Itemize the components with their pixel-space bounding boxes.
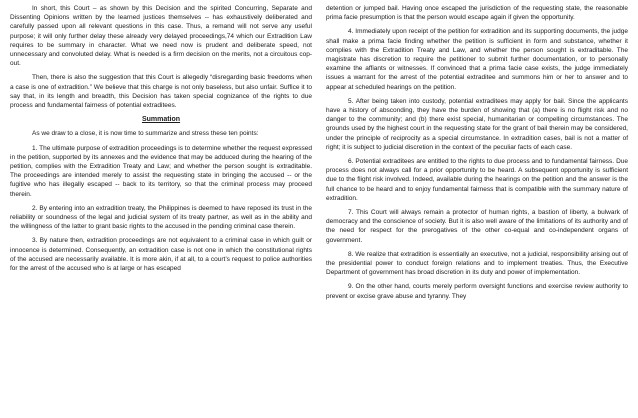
paragraph: 1. The ultimate purpose of extradition proceedings is to determine whether the request expressed in the petition, supported by its annexes and the evidence that may be adduced during the hearing of the petition, complies with the Extradition Treaty and Law; and whether the person sought is extraditable. The proceedings are intended merely to assist the requesting state in bringing the accused -- or the fugitive who has illegally escaped -- back to its territory, so that the criminal process may proceed therein.	[10, 144, 312, 198]
paragraph: Then, there is also the suggestion that this Court is allegedly “disregarding basic freedoms when a case is one of extradition.” We believe that this charge is not only baseless, but also unfair. Suffice it to say that, in its length and breadth, this Decision has taken special cognizance of the rights to due process and fundamental fairness of potential extraditees.	[10, 74, 312, 110]
paragraph: 4. Immediately upon receipt of the petition for extradition and its supporting documents, the judge shall make a prima facie finding whether the petition is sufficient in form and substance, whether it complies with the Extradition Treaty and Law, and whether the person sought is extraditable. The magistrate has discretion to require the petitioner to submit further documentation, or to personally examine the affiants or witnesses. If convinced that a prima facie case exists, the judge immediately issues a warrant for the arrest of the potential extraditee and summons him or her to answer and to appear at scheduled hearings on the petition.	[326, 28, 628, 91]
paragraph: 5. After being taken into custody, potential extraditees may apply for bail. Since the applicants have a history of absconding, they have the burden of showing that (a) there is no flight risk and no danger to the community; and (b) there exist special, humanitarian or compelling circumstances. The grounds used by the highest court in the requesting state for the grant of bail therein may be considered, under the principle of reciprocity as a special circumstance. In extradition cases, bail is not a matter of right; it is subject to judicial discretion in the context of the peculiar facts of each case.	[326, 97, 628, 151]
paragraph-continuation: detention or jumped bail. Having once escaped the jurisdiction of the requesting state, the reasonable prima facie presumption is that the person would escape again if given the opportunity.	[326, 5, 628, 22]
paragraph: 2. By entering into an extradition treaty, the Philippines is deemed to have reposed its trust in the reliability or soundness of the legal and judicial system of its treaty partner, as well as in the ability and the willingness of the latter to grant basic rights to the accused in the pending criminal case therein.	[10, 204, 312, 231]
paragraph: In short, this Court – as shown by this Decision and the spirited Concurring, Separate and Dissenting Opinions written by the learned justices themselves -- has exhaustively deliberated and carefully passed upon all relevant questions in this case. Thus, a remand will not serve any useful purpose; it will only further delay these already very delayed proceedings,74 which our Extradition Law requires to be summary in character. What we need now is prudent and deliberate speed, not unnecessary and convoluted delay. What is needed is a firm decision on the merits, not a circuitous cop-out.	[10, 5, 312, 68]
paragraph: 6. Potential extraditees are entitled to the rights to due process and to fundamental fairness. Due process does not always call for a prior opportunity to be heard. A subsequent opportunity is sufficient due to the flight risk involved. Indeed, available during the hearings on the petition and the answer is the full chance to be heard and to enjoy fundamental fairness that is compatible with the summary nature of extradition.	[326, 158, 628, 202]
right-column	[326, 4, 628, 418]
paragraph: 3. By nature then, extradition proceedings are not equivalent to a criminal case in which guilt or innocence is determined. Consequently, an extradition case is not one in which the constitutional rights of the accused are necessarily available. It is more akin, if at all, to a court’s request to police authorities for the arrest of the accused who is at large or has escaped	[10, 237, 312, 273]
paragraph: 7. This Court will always remain a protector of human rights, a bastion of liberty, a bulwark of democracy and the conscience of society. But it is also well aware of the limitations of its authority and of the need for respect for the prerogatives of the other co-equal and co-independent organs of government.	[326, 209, 628, 244]
section-heading: Summation	[141, 116, 181, 124]
paragraph: 9. On the other hand, courts merely perform oversight functions and exercise review authority to prevent or excise grave abuse and tyranny. They	[326, 283, 628, 300]
paragraph: 8. We realize that extradition is essentially an executive, not a judicial, responsibility arising out of the presidential power to conduct foreign relations and to implement treaties. Thus, the Executive Department of government has broad discretion in its duty and power of implementation.	[326, 250, 628, 277]
left-column	[10, 4, 312, 418]
paragraph: As we draw to a close, it is now time to summarize and stress these ten points:	[32, 130, 259, 138]
